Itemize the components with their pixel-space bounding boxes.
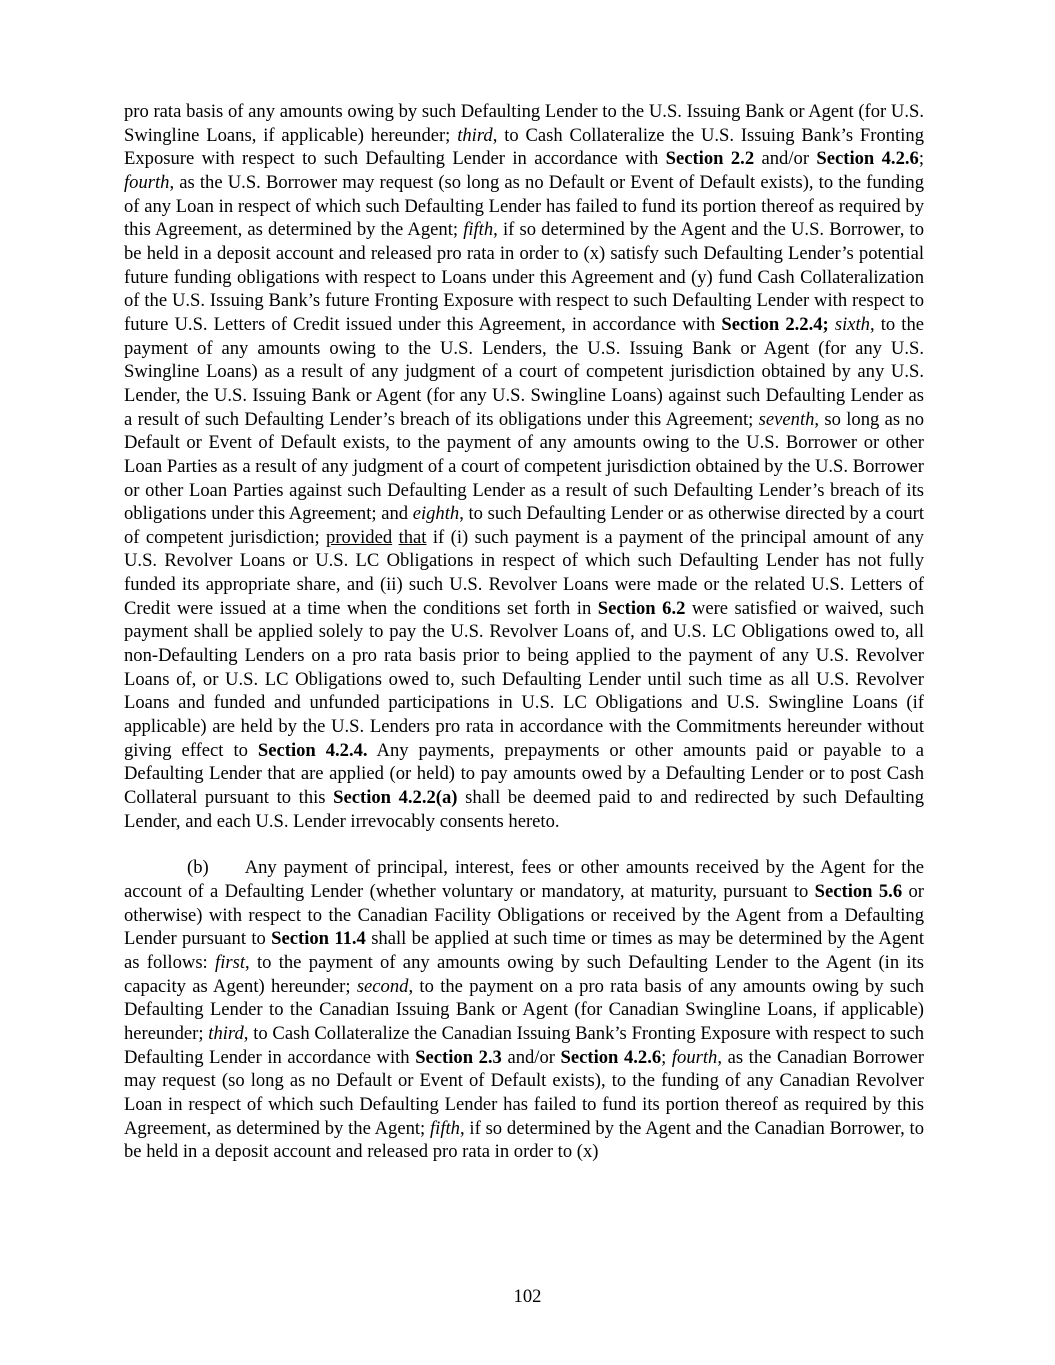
text-run: shall be applied at such time or times as may be determined by the Agent as follows: — [124, 928, 924, 973]
text-run: ; — [918, 148, 924, 170]
paragraph-label: (b) — [187, 857, 209, 879]
text-run: , as the U.S. Borrower may request (so long as no Default or Event of Default exists), to the funding of any Loan in respect of which such Defaulting Lender has failed to fund its portion thereof as required by this Agreement, as determined by the Agent; — [124, 171, 924, 241]
ordinal-term: fifth — [463, 219, 494, 241]
paragraph-continuation — [124, 100, 924, 833]
section-reference: Section 4.2.6 — [560, 1046, 662, 1068]
text-run: pro rata basis of any amounts owing by such Defaulting Lender to the U.S. Issuing Bank or Agent (for U.S. Swingline Loans, if applicable) hereunder; — [124, 101, 924, 146]
section-reference: Section 2.2.4; — [721, 313, 829, 335]
section-reference: Section 4.2.2(a) — [333, 787, 458, 809]
section-reference: Section 2.2 — [665, 148, 755, 170]
text-run: , to the payment of any amounts owing to the U.S. Lenders, the U.S. Issuing Bank or Agent (for any U.S. Swingline Loans) as a result of any judgment of a court of competent jurisdiction obtained by any U.S. Lender, the U.S. Issuing Bank or Agent (for any U.S. Swingline Loans) against such Defaulting Lender as a result of such Defaulting Lender’s breach of its obligations under this Agreement; — [124, 313, 925, 430]
text-run: , to Cash Collateralize the U.S. Issuing Bank’s Fronting Exposure with respect to such Defaulting Lender in accordance with — [124, 124, 924, 170]
text-run: , if so determined by the Agent and the U.S. Borrower, to be held in a deposit account and released pro rata in order to (x) satisfy such Defaulting Lender’s potential future funding obligations with respect to Loans under this Agreement and (y) fund Cash Collateralization of the U.S. Issuing Bank’s future Fronting Exposure with respect to such Defaulting Lender with respect to future U.S. Letters of Credit issued under this Agreement, in accordance with — [124, 219, 925, 335]
ordinal-term: third — [208, 1022, 244, 1044]
text-run: , to the payment of any amounts owing by such Defaulting Lender to the Agent (in its capacity as Agent) hereunder; — [124, 951, 925, 997]
ordinal-term: second — [356, 975, 409, 997]
ordinal-term: fourth — [124, 171, 170, 193]
text-run: Any payment of principal, interest, fees or other amounts received by the Agent for the account of a Defaulting Lender (whether voluntary or mandatory, at maturity, pursuant to — [124, 857, 924, 902]
text-run: , to the payment on a pro rata basis of any amounts owing by such Defaulting Lender to the Canadian Issuing Bank or Agent (for Canadian Swingline Loans, if applicable) hereunder; — [124, 975, 924, 1044]
text-run: , to such Defaulting Lender or as otherwise directed by a court of competent jurisdiction; — [124, 503, 924, 548]
text-run: if (i) such payment is a payment of the principal amount of any U.S. Revolver Loans or U.S. LC Obligations in respect of which such Defaulting Lender has not fully funded its appropriate share, and (ii) such U.S. Revolver Loans were made or the related U.S. Letters of Credit were issued at a time when the conditions set forth in — [124, 526, 924, 619]
page-number: 102 — [513, 1286, 542, 1307]
ordinal-term: third — [457, 124, 493, 146]
text-run: ; — [661, 1046, 672, 1068]
text-run: shall be deemed paid to and redirected by such Defaulting Lender, and each U.S. Lender irrevocably consents hereto. — [124, 787, 924, 832]
text-run: were satisfied or waived, such payment shall be applied solely to pay the U.S. Revolver Loans of, and U.S. LC Obligations owed to, all non-Defaulting Lenders on a pro rata basis prior to being applied to the payment of any U.S. Revolver Loans of, or U.S. LC Obligations owed to, such Defaulting Lender until such time as all U.S. Revolver Loans and funded and unfunded participations in U.S. LC Obligations and U.S. Swingline Loans (if applicable) are held by the U.S. Lenders pro rata in accordance with the Commitments hereunder without giving effect to — [124, 597, 924, 761]
text-run: , if so determined by the Agent and the Canadian Borrower, to be held in a deposit account and released pro rata in order to (x) — [124, 1117, 924, 1163]
section-reference: Section 2.3 — [415, 1046, 502, 1068]
section-reference: Section 6.2 — [597, 597, 686, 619]
section-reference: Section 11.4 — [271, 928, 366, 950]
paragraph-b — [124, 856, 924, 1164]
underlined-term: provided — [326, 526, 393, 548]
underlined-term: that — [398, 526, 427, 548]
ordinal-term: fifth — [430, 1117, 460, 1139]
text-run: , to Cash Collateralize the Canadian Issuing Bank’s Fronting Exposure with respect to such Defaulting Lender in accordance with — [124, 1022, 924, 1068]
ordinal-term: first — [215, 951, 246, 973]
ordinal-term: seventh — [758, 408, 815, 430]
text-run: or otherwise) with respect to the Canadian Facility Obligations or received by the Agent from a Defaulting Lender pursuant to — [124, 881, 924, 950]
section-reference: Section 4.2.6 — [816, 148, 919, 170]
ordinal-term: eighth — [412, 503, 460, 525]
ordinal-term: fourth — [671, 1046, 718, 1068]
text-run: and/or — [501, 1046, 561, 1068]
text-run: Any payments, prepayments or other amounts paid or payable to a Defaulting Lender that are applied (or held) to pay amounts owed by a Defaulting Lender or to post Cash Collateral pursuant to this — [124, 739, 925, 809]
text-run: , as the Canadian Borrower may request (so long as no Default or Event of Default exists), to the funding of any Canadian Revolver Loan in respect of which such Defaulting Lender has failed to fund its portion thereof as required by this Agreement, as determined by the Agent; — [124, 1046, 924, 1139]
text-run: , so long as no Default or Event of Default exists, to the payment of any amounts owing to the U.S. Borrower or other Loan Parties as a result of any judgment of a court of competent jurisdiction obtained by the U.S. Borrower or other Loan Parties against such Defaulting Lender as a result of such Defaulting Lender’s breach of its obligations under this Agreement; and — [124, 408, 924, 525]
section-reference: Section 5.6 — [814, 881, 903, 902]
text-run: and/or — [754, 148, 817, 170]
ordinal-term: sixth — [834, 313, 870, 335]
section-reference: Section 4.2.4. — [257, 739, 368, 761]
page-body — [124, 100, 924, 1164]
